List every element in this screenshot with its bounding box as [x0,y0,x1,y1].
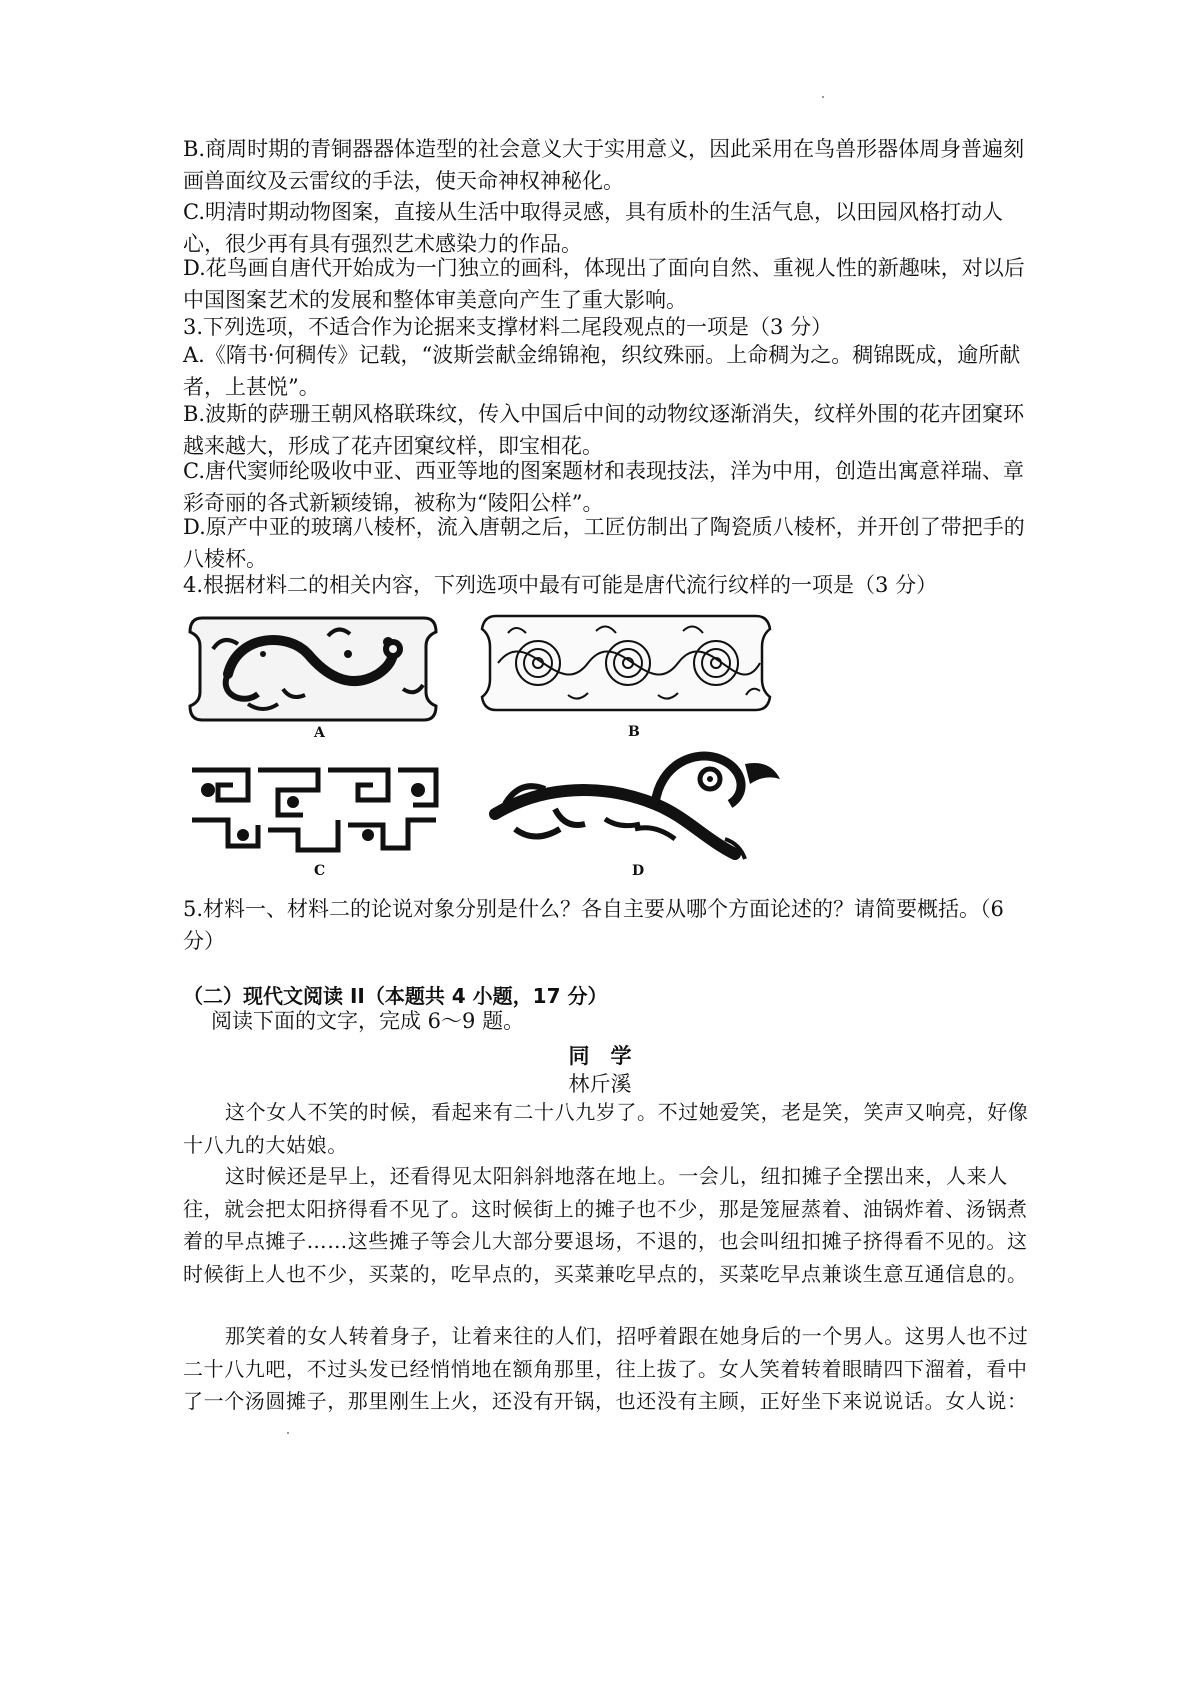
q3-option-b: B.波斯的萨珊王朝风格联珠纹，传入中国后中间的动物纹逐渐消失，纹样外围的花卉团窠环越来越大，形成了花卉团窠纹样，即宝相花。 [183,402,1025,458]
section-heading: （二）现代文阅读 II（本题共 4 小题，17 分） [183,984,608,1008]
pattern-a-dragon-image [188,614,438,724]
story-paragraph: 那笑着的女人转着身子，让着来往的人们，招呼着跟在她身后的一个男人。这男人也不过二十八九吧，不过头发已经悄悄地在额角那里，往上拔了。女人笑着转着眼睛四下溜着，看中了一个汤圆摊子，那里刚生上火，还没有开锅，也还没有主顾，正好坐下来说说话。女人说： [183,1324,1029,1413]
scan-speck [822,96,824,98]
pattern-a-label: A [314,725,325,741]
pattern-d-label: D [632,863,645,879]
pattern-c-label: C [314,863,326,879]
q2-option-b: B.商周时期的青铜器器体造型的社会意义大于实用意义，因此采用在鸟兽形器体周身普遍刻画兽面纹及云雷纹的手法，使天命神权神秘化。 [183,137,1025,193]
q5-stem: 5.材料一、材料二的论说对象分别是什么？各自主要从哪个方面论述的？请简要概括。（6 分） [183,897,1004,953]
story-author: 林斤溪 [568,1072,632,1096]
pattern-b-floral-image [478,613,774,713]
story-paragraph: 这个女人不笑的时候，看起来有二十八九岁了。不过她爱笑，老是笑，笑声又响亮，好像十八九的大姑娘。 [183,1100,1029,1157]
pattern-d-bird-image [485,744,785,864]
q3-stem: 3.下列选项，不适合作为论据来支撑材料二尾段观点的一项是（3 分） [183,315,833,339]
scan-speck [287,1432,289,1434]
reading-instruction: 阅读下面的文字，完成 6～9 题。 [211,1009,525,1033]
q2-option-d: D.花鸟画自唐代开始成为一门独立的画科，体现出了面向自然、重视人性的新趣味，对以后中国图案艺术的发展和整体审美意向产生了重大影响。 [183,256,1025,312]
pattern-b-label: B [628,724,640,740]
story-paragraph: 这时候还是早上，还看得见太阳斜斜地落在地上。一会儿，纽扣摊子全摆出来，人来人往，就会把太阳挤得看不见了。这时候街上的摊子也不少，那是笼屉蒸着、油锅炸着、汤锅煮着的早点摊子……这些摊子等会儿大部分要退场，不退的，也会叫纽扣摊子挤得看不见的。这时候街上人也不少，买菜的，吃早点的，买菜兼吃早点的，买菜吃早点兼谈生意互通信息的。 [183,1164,1028,1286]
q3-option-c: C.唐代窦师纶吸收中亚、西亚等地的图案题材和表现技法，洋为中用，创造出寓意祥瑞、章彩奇丽的各式新颖绫锦，被称为“陵阳公样”。 [183,459,1024,515]
q3-option-a: A.《隋书·何稠传》记载，“波斯尝献金绵锦袍，织纹殊丽。上命稠为之。稠锦既成，逾所献者，上甚悦”。 [183,343,1021,399]
q4-stem: 4.根据材料二的相关内容，下列选项中最有可能是唐代流行纹样的一项是（3 分） [183,573,938,597]
story-title: 同 学 [568,1044,632,1068]
q2-option-c: C.明清时期动物图案，直接从生活中取得灵感，具有质朴的生活气息，以田园风格打动人心，很少再有具有强烈艺术感染力的作品。 [183,200,1003,256]
q3-option-d: D.原产中亚的玻璃八棱杯，流入唐朝之后，工匠仿制出了陶瓷质八棱杯，并开创了带把手的八棱杯。 [183,515,1025,571]
pattern-c-fret-image [188,760,440,856]
